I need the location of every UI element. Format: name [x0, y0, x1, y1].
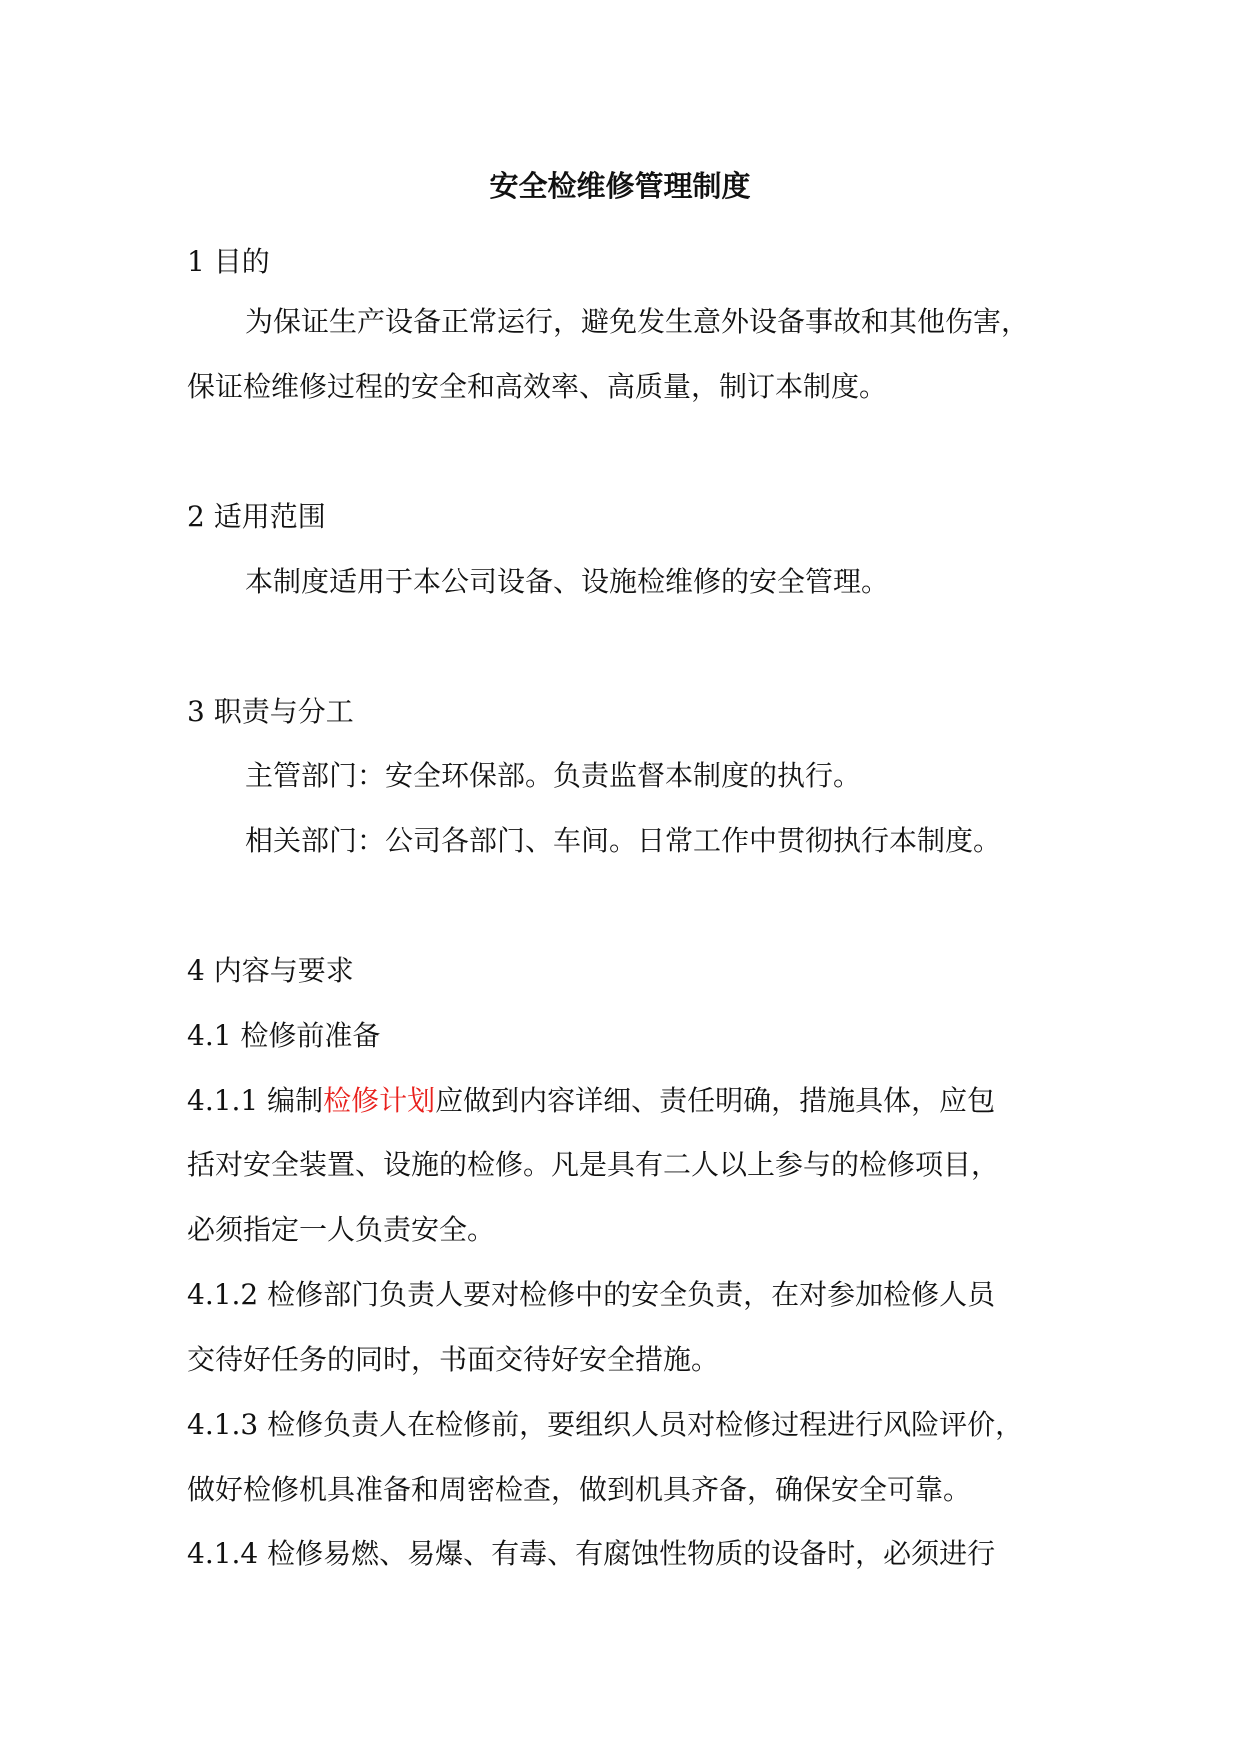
section-heading-responsibilities: 3 职责与分工	[187, 695, 354, 728]
clause-4-1-1-rest: 应做到内容详细、责任明确，措施具体，应包	[435, 1084, 996, 1117]
section-heading-scope: 2 适用范围	[187, 500, 326, 533]
clause-4-1-1-line-2: 括对安全装置、设施的检修。凡是具有二人以上参与的检修项目，	[187, 1148, 1000, 1181]
paragraph-scope: 本制度适用于本公司设备、设施检维修的安全管理。	[245, 565, 890, 598]
document-title: 安全检维修管理制度	[489, 169, 751, 203]
section-heading-purpose: 1 目的	[187, 245, 270, 278]
clause-4-1-4-line-1: 4.1.4 检修易燃、易爆、有毒、有腐蚀性物质的设备时，必须进行	[187, 1537, 996, 1570]
clause-4-1-1-line-3: 必须指定一人负责安全。	[187, 1213, 496, 1246]
section-heading-content: 4 内容与要求	[187, 954, 354, 987]
paragraph-related-dept: 相关部门：公司各部门、车间。日常工作中贯彻执行本制度。	[245, 824, 1002, 857]
clause-4-1-3-line-2: 做好检修机具准备和周密检查，做到机具齐备，确保安全可靠。	[187, 1473, 972, 1506]
paragraph-purpose-line-2: 保证检维修过程的安全和高效率、高质量，制订本制度。	[187, 370, 888, 403]
clause-4-1-2-line-1: 4.1.2 检修部门负责人要对检修中的安全负责，在对参加检修人员	[187, 1278, 996, 1311]
clause-4-1-1-line-1	[187, 1084, 996, 1117]
highlighted-term-maintenance-plan: 检修计划	[323, 1084, 436, 1117]
paragraph-responsible-dept: 主管部门：安全环保部。负责监督本制度的执行。	[245, 759, 862, 792]
subsection-heading-preparation: 4.1 检修前准备	[187, 1019, 381, 1052]
clause-4-1-1-prefix: 4.1.1 编制	[187, 1084, 324, 1117]
paragraph-purpose-line-1: 为保证生产设备正常运行，避免发生意外设备事故和其他伤害，	[245, 305, 1030, 338]
clause-4-1-3-line-1: 4.1.3 检修负责人在检修前，要组织人员对检修过程进行风险评价，	[187, 1408, 1024, 1441]
clause-4-1-2-line-2: 交待好任务的同时，书面交待好安全措施。	[187, 1343, 720, 1376]
